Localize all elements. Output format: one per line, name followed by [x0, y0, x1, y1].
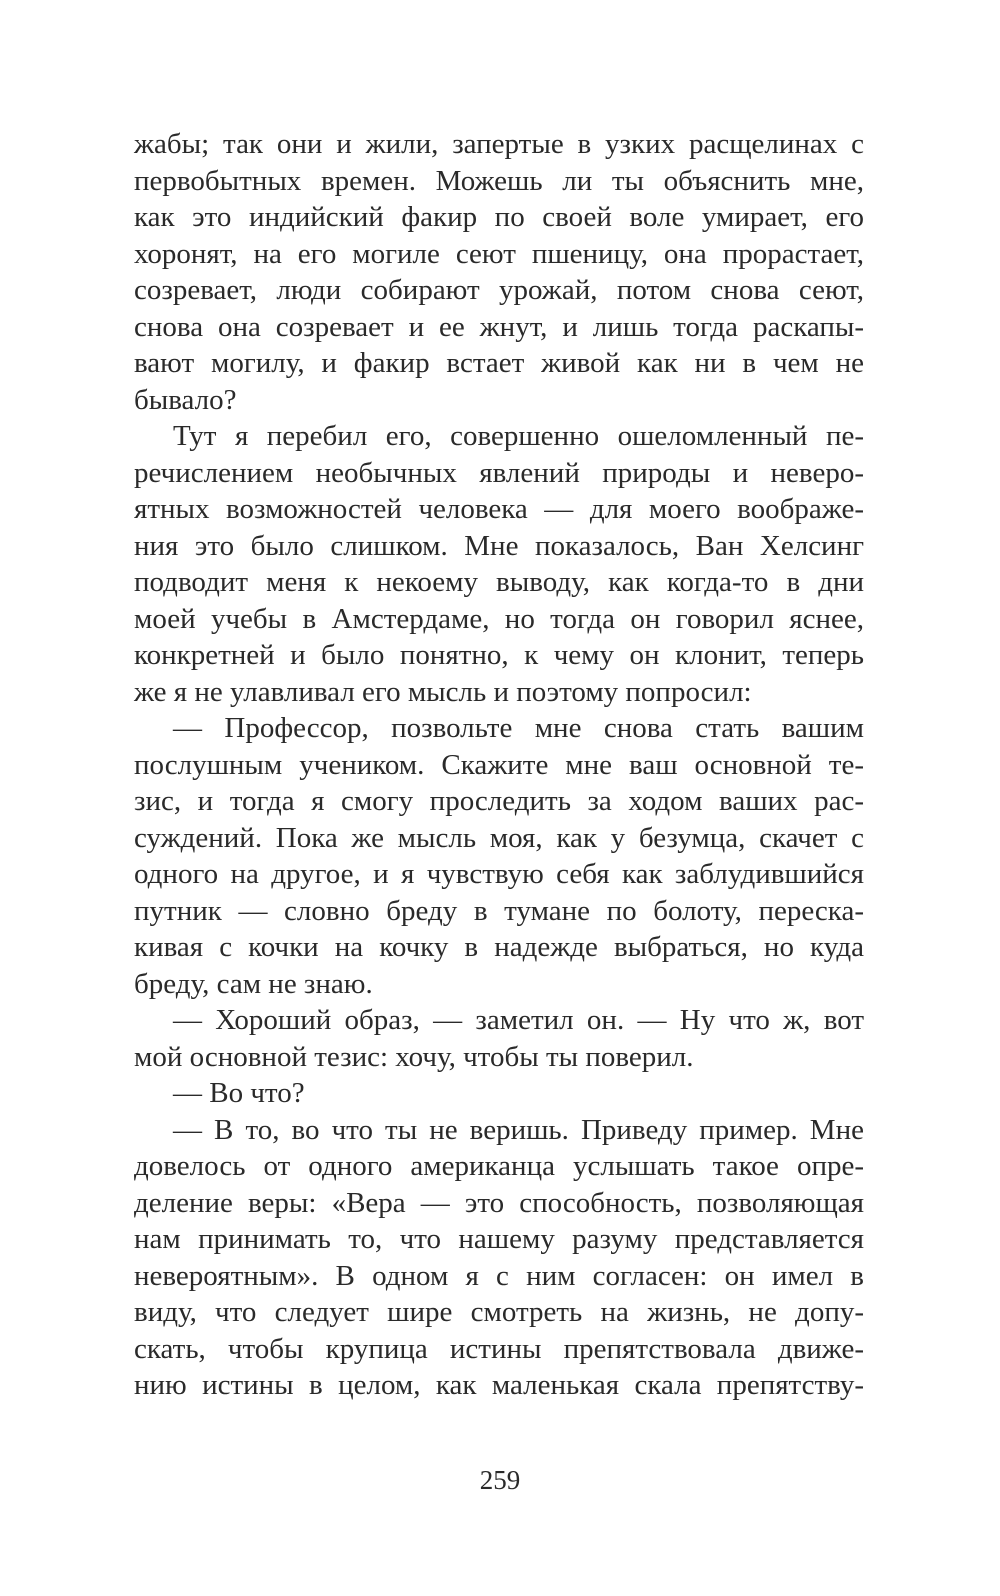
- text-line: моей учебы в Амстердаме, но тогда он говорил яснее,: [134, 602, 864, 635]
- text-line: мой основной тезис: хочу, чтобы ты поверил.: [134, 1040, 694, 1073]
- text-line: одного на другое, и я чувствую себя как заблудившийся: [134, 858, 864, 890]
- text-line: созревает, люди собирают урожай, потом снова сеют,: [134, 274, 864, 306]
- text-line: ния это было слишком. Мне показалось, Ван Хелсинг: [134, 529, 864, 562]
- text-line: — Во что?: [173, 1077, 305, 1109]
- text-line: речислением необычных явлений природы и неверо-: [134, 456, 864, 489]
- text-line: — В то, во что ты не веришь. Приведу пример. Мне: [173, 1113, 864, 1146]
- text-line: — Хороший образ, — заметил он. — Ну что ж, вот: [173, 1004, 864, 1036]
- text-line: скать, чтобы крупица истины препятствовала движе-: [134, 1332, 864, 1365]
- text-line: бывало?: [134, 383, 237, 416]
- text-line: деление веры: «Вера — это способность, позволяющая: [134, 1186, 864, 1219]
- text-line: кивая с кочки на кочку в надежде выбраться, но куда: [134, 931, 864, 963]
- text-line: жабы; так они и жили, запертые в узких расщелинах с: [134, 128, 864, 160]
- text-line: нию истины в целом, как маленькая скала препятству-: [134, 1369, 864, 1401]
- text-line: зис, и тогда я смогу проследить за ходом ваших рас-: [134, 785, 864, 817]
- text-line: вают могилу, и факир встает живой как ни в чем не: [134, 347, 864, 379]
- page-number: 259: [479, 1465, 521, 1495]
- text-line: снова она созревает и ее жнут, и лишь тогда раскапы-: [134, 310, 864, 343]
- text-line: бреду, сам не знаю.: [134, 967, 373, 1000]
- text-line: Тут я перебил его, совершенно ошеломленный пе-: [173, 420, 864, 452]
- text-line: как это индийский факир по своей воле умирает, его: [134, 201, 864, 233]
- text-line: первобытных времен. Можешь ли ты объяснить мне,: [134, 164, 864, 197]
- text-line: невероятным». В одном я с ним согласен: он имел в: [134, 1259, 864, 1292]
- text-line: довелось от одного американца услышать такое опре-: [134, 1150, 864, 1182]
- text-line: конкретней и было понятно, к чему он клонит, теперь: [134, 639, 864, 671]
- text-line: виду, что следует шире смотреть на жизнь, не допу-: [134, 1296, 864, 1328]
- text-line: хоронят, на его могиле сеют пшеницу, она прорастает,: [134, 237, 864, 270]
- text-line: подводит меня к некоему выводу, как когда-то в дни: [134, 566, 864, 598]
- body-text: [134, 126, 864, 1404]
- text-line: — Профессор, позвольте мне снова стать вашим: [173, 712, 864, 744]
- text-line: суждений. Пока же мысль моя, как у безумца, скачет с: [134, 821, 864, 854]
- text-line: ятных возможностей человека — для моего воображе-: [134, 493, 864, 525]
- text-line: путник — словно бреду в тумане по болоту, переска-: [134, 894, 864, 927]
- text-line: послушным учеником. Скажите мне ваш основной те-: [134, 748, 864, 781]
- text-line: же я не улавливал его мысль и поэтому попросил:: [134, 675, 752, 708]
- text-line: нам принимать то, что нашему разуму представляется: [134, 1223, 864, 1255]
